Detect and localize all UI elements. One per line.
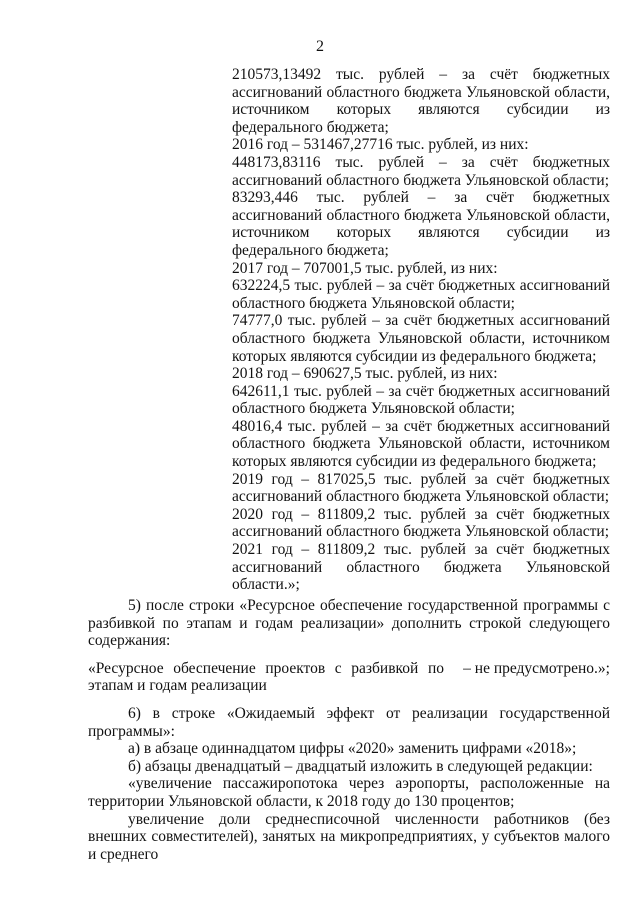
funding-line-last [232,541,610,594]
funding-line: 83293,446 тыс. рублей – за счёт бюджетных ассигнований областного бюджета Ульяновской области, источником которых являются субсидии из федерального бюджета; [232,189,610,259]
funding-line: 74777,0 тыс. рублей – за счёт бюджетных ассигнований областного бюджета Ульяновской области, источником которых являются субсидии из федерального бюджета; [232,312,610,365]
funding-line: 632224,5 тыс. рублей – за счёт бюджетных ассигнований областного бюджета Ульяновской области; [232,277,610,312]
funding-line: 2019 год – 817025,5 тыс. рублей за счёт бюджетных ассигнований областного бюджета Ульяновской области; [232,470,610,506]
paragraph: увеличение доли среднесписочной численности работников (без внешних совместителей), занятых на микропредприятиях, у субъектов малого и среднего [88,810,610,863]
inserted-row-left: «Ресурсное обеспечение проектов с разбивкой по этапам и годам реализации [88,659,444,695]
funding-line-last-tail: области.»; [232,576,300,594]
funding-line: 448173,83116 тыс. рублей – за счёт бюджетных ассигнований областного бюджета Ульяновской области; [232,153,610,189]
funding-line: 2016 год – 531467,27716 тыс. рублей, из них: [232,136,529,154]
item-6a: а) в абзаце одиннадцатом цифры «2020» заменить цифрами «2018»; [128,740,577,758]
item-6b: б) абзацы двенадцатый – двадцатый изложить в следующей редакции: [128,757,593,775]
inserted-row [88,660,610,695]
funding-line: 2018 год – 690627,5 тыс. рублей, из них: [232,365,498,383]
paragraph: «увеличение пассажиропотока через аэропорты, расположенные на территории Ульяновской области, к 2018 году до 130 процентов; [88,775,610,810]
item-5: 5) после строки «Ресурсное обеспечение государственной программы с разбивкой по этапам и годам реализации» дополнить строкой следующего содержания: [88,597,610,650]
funding-line: 48016,4 тыс. рублей – за счёт бюджетных ассигнований областного бюджета Ульяновской области, источником которых являются субсидии из федерального бюджета; [232,417,610,471]
amendment-body [88,597,610,863]
page-number: 2 [316,38,324,55]
funding-line: 2017 год – 707001,5 тыс. рублей, из них: [232,259,498,277]
funding-line: 642611,1 тыс. рублей – за счёт бюджетных ассигнований областного бюджета Ульяновской области; [232,382,610,418]
funding-column [232,66,610,594]
inserted-row-right: – не предусмотрено.»; [463,659,610,677]
funding-line: 210573,13492 тыс. рублей – за счёт бюджетных ассигнований областного бюджета Ульяновской области, источником которых являются субсидии из федерального бюджета; [232,66,610,136]
funding-line: 2020 год – 811809,2 тыс. рублей за счёт бюджетных ассигнований областного бюджета Ульяновской области; [232,505,610,541]
item-6: 6) в строке «Ожидаемый эффект от реализации государственной программы»: [88,704,610,740]
funding-line-last-text: 2021 год – 811809,2 тыс. рублей за счёт бюджетных ассигнований областного бюджета Ульяновской [232,541,610,576]
